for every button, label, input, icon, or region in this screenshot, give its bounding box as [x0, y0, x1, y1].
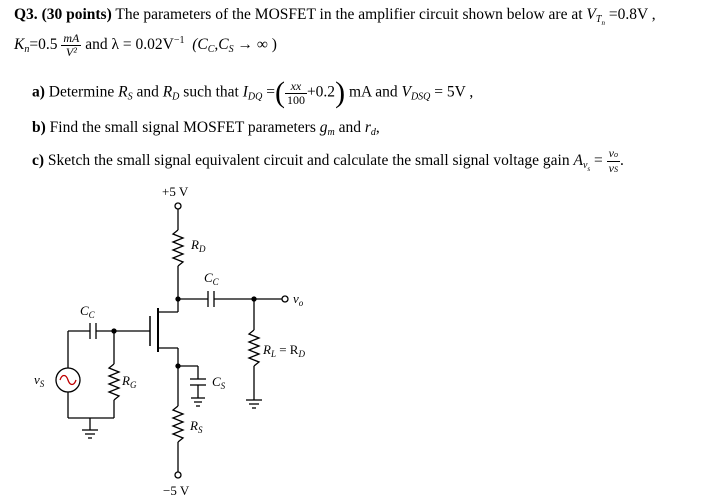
av-eq: =	[594, 152, 603, 170]
kn-eq: =0.5	[29, 36, 58, 54]
av-den-sub: S	[613, 165, 618, 174]
vdd-label: +5 V	[162, 184, 189, 199]
kn-symbol: K	[14, 36, 25, 54]
question-number: Q3.	[14, 6, 38, 23]
idq-symbol: I	[242, 83, 248, 101]
question-points: (30 points)	[41, 6, 112, 23]
av-symbol: A	[573, 152, 583, 170]
lambda-text: and λ = 0.02V	[85, 36, 174, 54]
caps-end: → ∞ )	[237, 36, 277, 54]
part-a-text: Determine	[48, 83, 115, 101]
part-b-and: and	[338, 119, 361, 136]
part-b-label: b)	[32, 119, 46, 136]
part-c-end: .	[619, 152, 624, 170]
part-a-and: and	[136, 83, 159, 101]
vdd-terminal-icon	[175, 203, 181, 209]
rd-param-sub: d	[370, 127, 376, 138]
kn-sub: n	[24, 44, 30, 56]
lambda-exp: −1	[173, 35, 185, 47]
part-b-end: ,	[375, 119, 380, 136]
part-b-text: Find the small signal MOSFET parameters	[49, 119, 316, 136]
gm-symbol: g	[319, 119, 328, 136]
rl-resistor-icon	[249, 330, 259, 366]
caps-open: (C	[192, 36, 208, 54]
part-a-such: such that	[183, 83, 239, 101]
av-subsub: s	[587, 165, 591, 174]
vss-terminal-icon	[175, 472, 181, 478]
part-c-text: Sketch the small signal equivalent circuit and calculate the small signal voltage gain	[47, 152, 570, 170]
vt-sub: T	[595, 14, 602, 25]
av-num-v: v	[608, 146, 614, 160]
kn-den: V²	[65, 45, 77, 59]
caps-s-sub: S	[228, 44, 234, 56]
rs-resistor-icon	[173, 406, 183, 442]
idq-den: 100	[286, 92, 305, 107]
rg-label: $R_G$	[122, 373, 137, 390]
paren-open-icon: (	[274, 76, 285, 109]
paren-close-icon: )	[335, 76, 346, 109]
question-intro: The parameters of the MOSFET in the amplifier circuit shown below are at	[115, 6, 583, 23]
idq-plus: +0.2	[306, 83, 336, 101]
cs-label: $C_S$	[212, 374, 226, 391]
vss-label: −5 V	[163, 483, 190, 498]
idq-num: xx	[285, 80, 307, 94]
av-den-v: v	[608, 161, 614, 175]
part-c-label: c)	[32, 152, 45, 170]
av-num-sub: o	[613, 150, 618, 159]
vt-value: =0.8V ,	[608, 6, 656, 23]
vo-label: $v_o$	[293, 291, 304, 308]
gate-node-icon	[112, 329, 116, 333]
rd-resistor-icon	[173, 230, 183, 266]
vs-label: $v_S$	[34, 372, 45, 389]
part-a-label: a)	[32, 83, 45, 101]
rd-label: $R_D$	[191, 237, 206, 254]
rd-symbol: R	[162, 83, 173, 101]
rs-sub: S	[127, 91, 133, 103]
cc-out-label: $C_C$	[204, 270, 219, 287]
caps-mid: ,C	[214, 36, 229, 54]
rl-label: $R_L = R_D$	[263, 342, 305, 359]
gm-sub: m	[327, 127, 335, 138]
idq-unit: mA and	[348, 83, 398, 101]
idq-sub: DQ	[247, 91, 263, 103]
rg-resistor-icon	[109, 364, 119, 400]
rs-label: $R_S$	[190, 418, 203, 435]
vdsq-symbol: V	[401, 83, 411, 101]
vt-symbol: V	[586, 6, 596, 23]
cc-in-label: $C_C$	[80, 303, 95, 320]
rd-sub: D	[172, 91, 180, 103]
vdsq-value: = 5V ,	[434, 83, 474, 101]
vo-terminal-icon	[282, 296, 288, 302]
rd-param-symbol: r	[364, 119, 371, 136]
idq-eq: =	[266, 83, 275, 101]
kn-num: mA	[63, 31, 80, 45]
vdsq-sub: DSQ	[410, 91, 431, 103]
rs-symbol: R	[118, 83, 128, 101]
vt-subsub: n	[601, 19, 605, 27]
caps-c-sub: C	[207, 44, 215, 56]
av-sub: v	[582, 160, 588, 172]
